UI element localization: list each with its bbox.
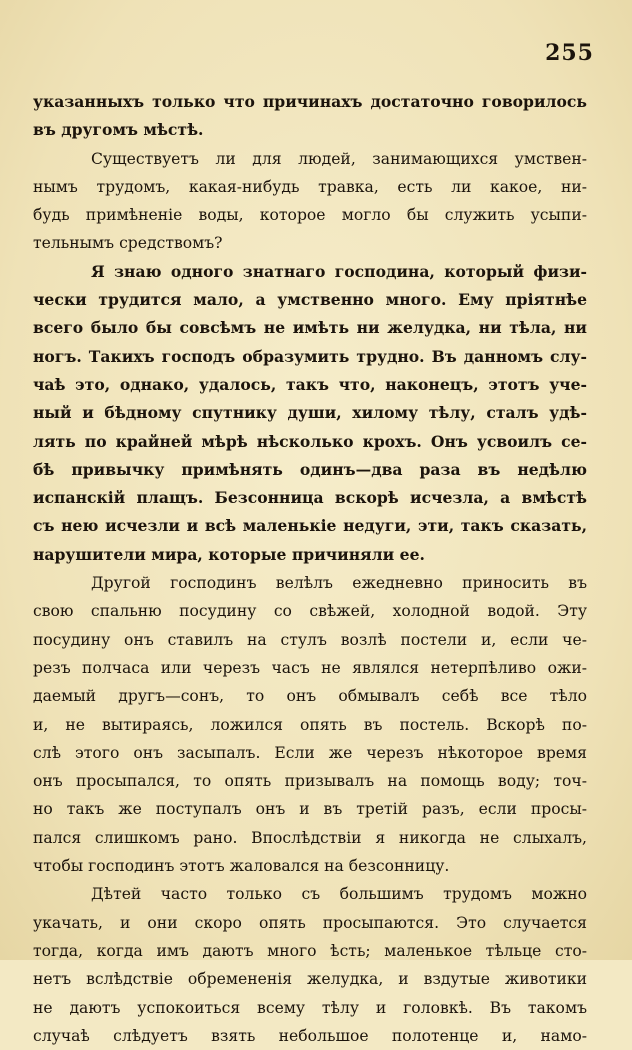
text-line: будь примѣненіе воды, которое могло бы служить усыпи- (33, 206, 587, 225)
text-line: Дѣтей часто только съ большимъ трудомъ можно (91, 885, 587, 904)
text-line: резъ полчаса или черезъ часъ не являлся нетерпѣливо ожи- (33, 658, 587, 677)
text-line: не даютъ успокоиться всему тѣлу и головкѣ. Въ такомъ (33, 998, 587, 1017)
text-line: даемый другъ—сонъ, то онъ обмывалъ себѣ все тѣло (33, 687, 587, 706)
text-line: чтобы господинъ этотъ жаловался на безсонницу. (33, 857, 450, 876)
text-line: тогда, когда имъ даютъ много ѣсть; маленькое тѣльце сто- (33, 941, 587, 960)
text-line: онъ просыпался, то опять призывалъ на помощь воду; точ- (33, 772, 587, 791)
text-line: лять по крайней мѣрѣ нѣсколько крохъ. Онъ усвоилъ се- (33, 431, 587, 451)
text-line: бѣ привычку примѣнять одинъ—два раза въ недѣлю (33, 459, 587, 479)
text-line: Существуетъ ли для людей, занимающихся умствен- (91, 149, 587, 168)
text-line: всего было бы совсѣмъ не имѣть ни желудка, ни тѣла, ни (33, 318, 587, 338)
text-line: слѣ этого онъ засыпалъ. Если же черезъ нѣкоторое время (33, 743, 587, 762)
text-line: ный и бѣдному спутнику души, хилому тѣлу, сталъ удѣ- (33, 403, 587, 423)
text-line: пался слишкомъ рано. Впослѣдствіи я никогда не слыхалъ, (33, 828, 587, 847)
text-line: свою спальню посудину со свѣжей, холодной водой. Эту (33, 602, 587, 621)
text-line: въ другомъ мѣстѣ. (33, 120, 204, 140)
text-line: случаѣ слѣдуетъ взять небольшое полотенце и, намо- (33, 1026, 587, 1045)
text-line: нарушители мира, которые причиняли ее. (33, 544, 425, 564)
text-line: но такъ же поступалъ онъ и въ третій разъ, если просы- (33, 800, 587, 819)
text-line: ногъ. Такихъ господъ образумить трудно. Въ данномъ слу- (33, 346, 587, 366)
page-number: 255 (545, 40, 594, 66)
text-line: испанскій плащъ. Безсонница вскорѣ исчезла, а вмѣстѣ (33, 488, 587, 508)
text-line: нымъ трудомъ, какая-нибудь травка, есть ли какое, ни- (33, 177, 587, 196)
text-line: съ нею исчезли и всѣ маленькіе недуги, эти, такъ сказать, (33, 516, 587, 536)
text-line: чески трудится мало, а умственно много. Ему пріятнѣе (33, 290, 587, 310)
text-line: укачать, и они скоро опять просыпаются. Это случается (33, 913, 587, 932)
text-line: посудину онъ ставилъ на стулъ возлѣ постели и, если че- (33, 630, 587, 649)
text-line: нетъ вслѣдствіе обремененія желудка, и вздутые животики (33, 970, 587, 989)
text-line: тельнымъ средствомъ? (33, 234, 223, 253)
text-line: чаѣ это, однако, удалось, такъ что, наконецъ, этотъ уче- (33, 374, 587, 394)
text-line: Другой господинъ велѣлъ ежедневно приносить въ (91, 574, 587, 593)
text-line: указанныхъ только что причинахъ достаточно говорилось (33, 92, 587, 111)
body-text (33, 88, 587, 1050)
text-line: и, не вытираясь, ложился опять въ постель. Вскорѣ по- (33, 715, 587, 734)
text-line: Я знаю одного знатнаго господина, который физи- (91, 261, 587, 281)
